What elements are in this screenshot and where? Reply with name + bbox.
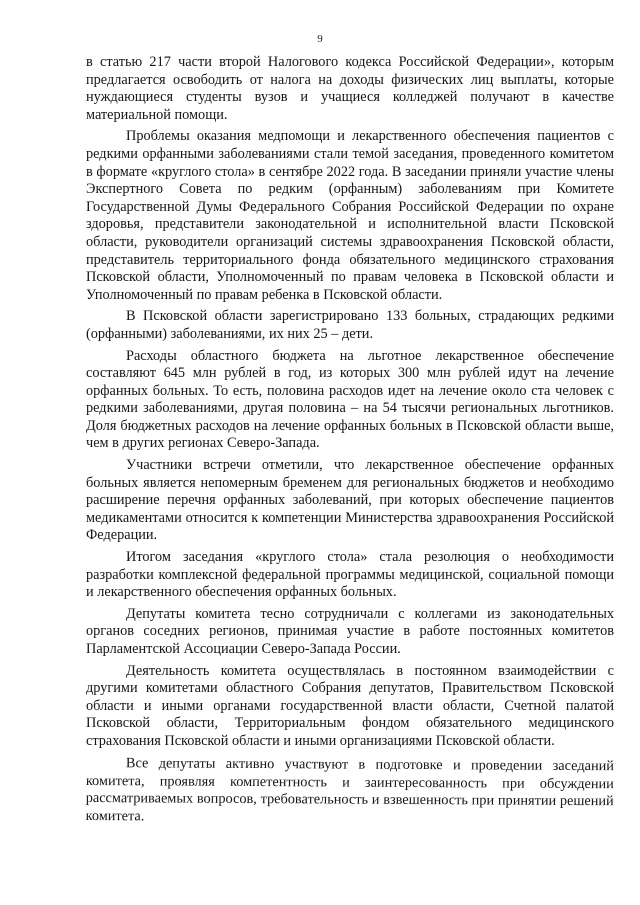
paragraph-registered-patients: В Псковской области зарегистрировано 133 больных, страдающих редкими (орфанными) заболеваниями, их них 25 – дети. bbox=[86, 308, 614, 342]
paragraph-orphan-diseases-round-table: Проблемы оказания медпомощи и лекарственного обеспечения пациентов с редкими орфанными заболеваниями стали темой заседания, проведенного комитетом в формате «круглого стола» в сентябре 2022 года. В заседании приняли участие члены Экспертного Совета по редким (орфанным) заболеваниям при Комитете Государственной Думы Федерального Собрания Российской Федерации по охране здоровья, представители законодательной и исполнительной власти Псковской области, руководители организаций системы здравоохранения Псковской области, представитель территориального фонда обязательного медицинского страхования Псковской области, Уполномоченный по правам человека в Псковской области и Уполномоченный по правам ребенка в Псковской области. bbox=[86, 128, 614, 303]
paragraph-interaction: Деятельность комитета осуществлялась в постоянном взаимодействии с другими комитетами областного Собрания депутатов, Правительством Псковской области и иными органами государственной власти области, Счетной палатой Псковской области, Территориальным фондом обязательного медицинского страхования Псковской области и иными организациями Псковской области. bbox=[86, 662, 614, 749]
document-body bbox=[86, 54, 614, 829]
paragraph-tax-code-amendment: в статью 217 части второй Налогового кодекса Российской Федерации», которым предлагается освободить от налога на доходы физических лиц выплаты, которые нуждающиеся студенты вузов и учащиеся колледжей получают в качестве материальной помощи. bbox=[86, 54, 614, 123]
paragraph-deputies-participation: Все депутаты активно участвуют в подготовке и проведении заседаний комитета, проявляя компетентность и заинтересованность при обсуждении рассматриваемых вопросов, требовательность и взвешенность при принятии решений комитета. bbox=[85, 754, 614, 824]
page-number: 9 bbox=[317, 33, 323, 45]
paragraph-participants-conclusions: Участники встречи отметили, что лекарственное обеспечение орфанных больных является непомерным бременем для региональных бюджетов и необходимо расширение перечня орфанных заболеваний, при которых обеспечение пациентов медикаментами относится к компетенции Министерства здравоохранения Российской Федерации. bbox=[86, 457, 614, 544]
paragraph-resolution: Итогом заседания «круглого стола» стала резолюция о необходимости разработки комплексной федеральной программы медицинской, социальной помощи и лекарственного обеспечения орфанных больных. bbox=[86, 549, 614, 601]
paragraph-budget-expenses: Расходы областного бюджета на льготное лекарственное обеспечение составляют 645 млн рублей в год, из которых 300 млн рублей идут на лечение орфанных больных. То есть, половина расходов идет на лечение около ста человек с редкими заболеваниями, другая половина – на 54 тысячи региональных льготников. Доля бюджетных расходов на лечение орфанных больных в Псковской области выше, чем в других регионах Северо-Запада. bbox=[86, 347, 614, 452]
paragraph-cooperation: Депутаты комитета тесно сотрудничали с коллегами из законодательных органов соседних регионов, принимая участие в работе постоянных комитетов Парламентской Ассоциации Северо-Запада России. bbox=[86, 605, 614, 657]
